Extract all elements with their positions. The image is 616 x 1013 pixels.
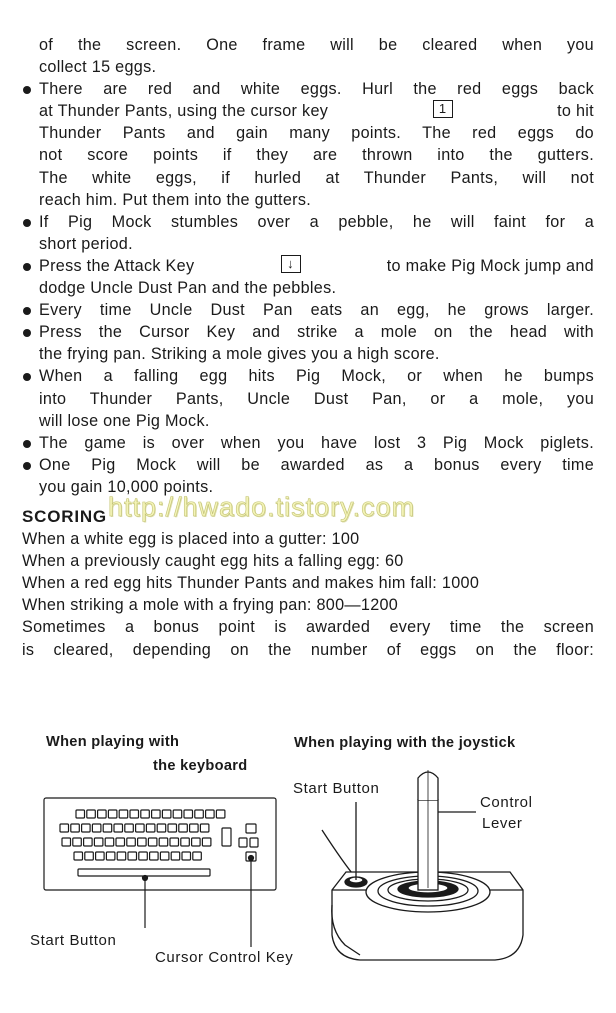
attack-key-down-arrow-icon: ↓ bbox=[281, 255, 301, 273]
bullet-text: to make Pig Mock jump and bbox=[386, 256, 594, 275]
bullet-line: The white eggs, if hurled at Thunder Pants, will not bbox=[39, 168, 594, 187]
scoring-line: When striking a mole with a frying pan: 800—1200 bbox=[22, 596, 399, 615]
scoring-line: When a previously caught egg hits a falling egg: 60 bbox=[22, 552, 404, 571]
bullet-line: short period. bbox=[39, 234, 133, 253]
joystick-start-button-label: Start Button bbox=[293, 780, 380, 797]
bullet-item: If Pig Mock stumbles over a pebble, he will faint for a bbox=[22, 211, 594, 233]
bullet-item: Every time Uncle Dust Pan eats an egg, he grows larger. bbox=[22, 299, 594, 321]
cursor-control-key-label: Cursor Control Key bbox=[155, 949, 294, 966]
bullet-text: at Thunder Pants, using the cursor key bbox=[39, 102, 329, 121]
bullet-text: Press the Attack Key bbox=[39, 256, 195, 275]
control-lever-label-line-2: Lever bbox=[482, 815, 523, 832]
bullet-item: The game is over when you have lost 3 Pig Mock piglets. bbox=[22, 432, 594, 454]
scoring-line: When a white egg is placed into a gutter: 100 bbox=[22, 530, 360, 549]
intro-line: of the screen. One frame will be cleared when you bbox=[39, 36, 594, 54]
keyboard-caption-line-1: When playing with bbox=[46, 734, 180, 750]
bullet-item: When a falling egg hits Pig Mock, or when he bumps bbox=[22, 365, 594, 387]
keyboard-start-button-label: Start Button bbox=[30, 932, 117, 949]
bullet-text: to hit bbox=[557, 102, 594, 121]
keyboard-caption-line-2: the keyboard bbox=[153, 758, 248, 774]
cursor-key-1-icon: 1 bbox=[433, 100, 453, 118]
scoring-line: Sometimes a bonus point is awarded every time the screen bbox=[22, 618, 594, 637]
joystick-caption: When playing with the joystick bbox=[294, 735, 516, 751]
bullet-line: into Thunder Pants, Uncle Dust Pan, or a mole, you bbox=[39, 389, 594, 408]
bullet-item: One Pig Mock will be awarded as a bonus every time bbox=[22, 454, 594, 476]
bullet-line: you gain 10,000 points. bbox=[39, 477, 214, 496]
watermark-text: http://hwado.tistory.com bbox=[108, 492, 416, 522]
bullet-line: not score points if they are thrown into the gutters. bbox=[39, 146, 594, 165]
bullet-item: There are red and white eggs. Hurl the red eggs back bbox=[22, 78, 594, 100]
scoring-line: is cleared, depending on the number of eggs on the floor: bbox=[22, 640, 594, 659]
bullet-line: the frying pan. Striking a mole gives you a high score. bbox=[39, 345, 440, 364]
scoring-heading: SCORING bbox=[22, 506, 107, 526]
bullet-line: Thunder Pants and gain many points. The red eggs do bbox=[39, 124, 594, 143]
intro-line: collect 15 eggs. bbox=[39, 58, 157, 77]
scoring-line: When a red egg hits Thunder Pants and makes him fall: 1000 bbox=[22, 574, 480, 593]
bullet-line: reach him. Put them into the gutters. bbox=[39, 190, 312, 209]
bullet-line: dodge Uncle Dust Pan and the pebbles. bbox=[39, 279, 337, 298]
bullet-item: Press the Cursor Key and strike a mole on the head with bbox=[22, 321, 594, 343]
bullet-line: will lose one Pig Mock. bbox=[39, 411, 210, 430]
control-lever-label-line-1: Control bbox=[480, 794, 533, 811]
